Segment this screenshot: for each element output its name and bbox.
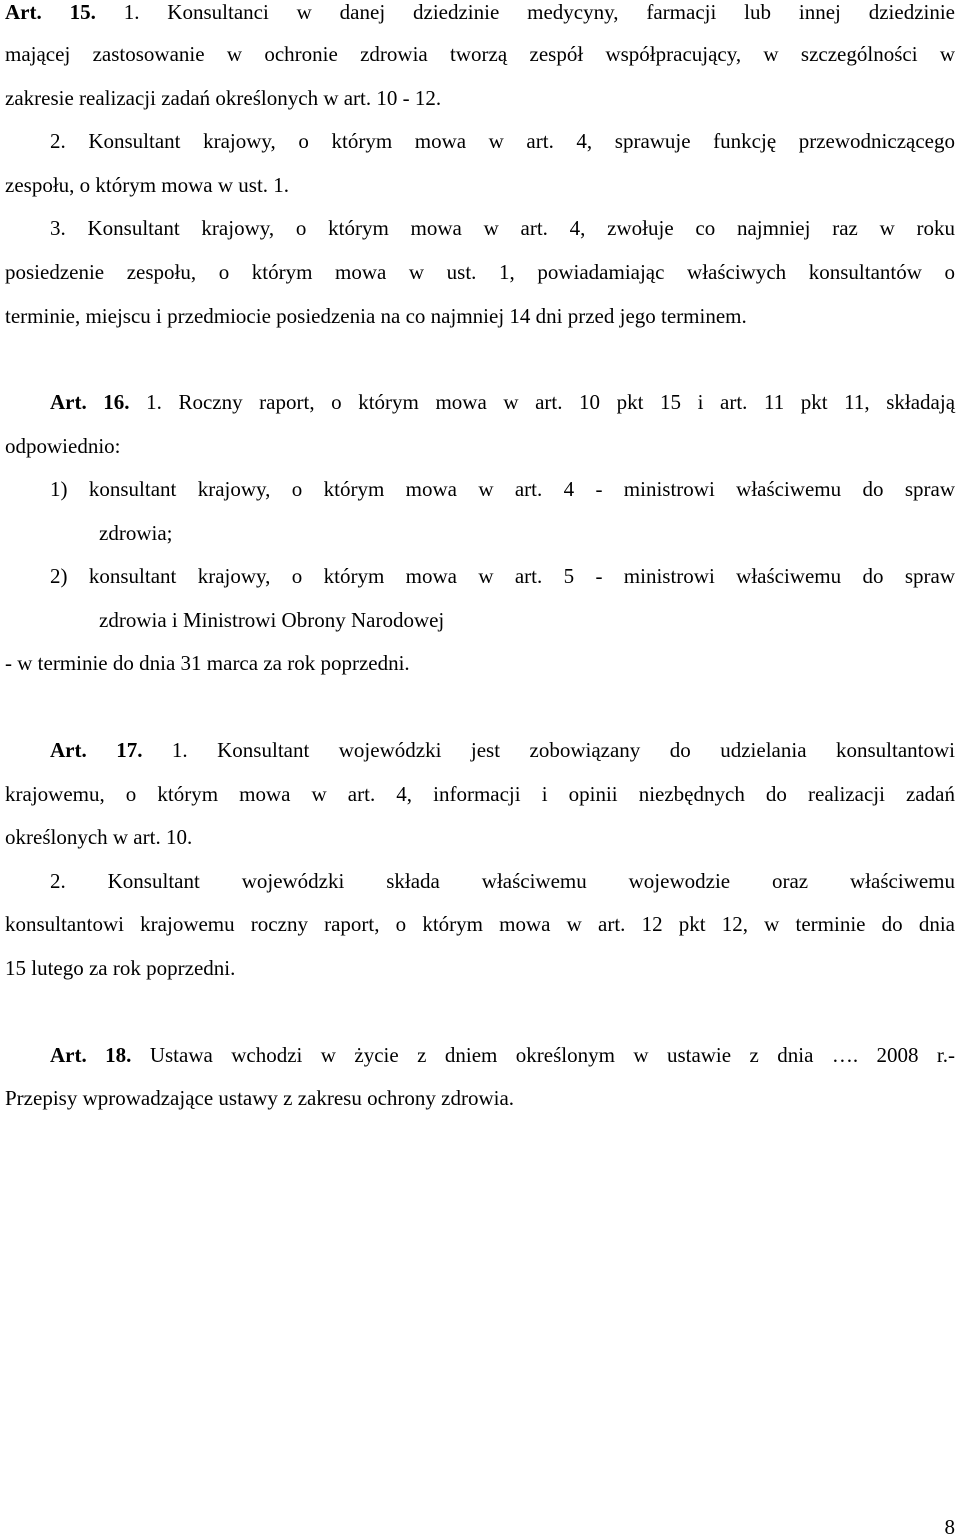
art16-closing: - w terminie do dnia 31 marca za rok poprzedni. [5, 651, 410, 675]
art16-item-1: 1) konsultant krajowy, o którym mowa w art. 4 - ministrowi właściwemu do spraw [50, 477, 955, 501]
art15-line-1 [5, 0, 955, 24]
art18-text: Ustawa wchodzi w życie z dniem określonym w ustawie z dnia …. 2008 r.- [149, 1043, 956, 1067]
page-number: 8 [944, 1515, 955, 1539]
art17-p1-text: 1. Konsultant wojewódzki jest zobowiązany do udzielania konsultantowi [171, 738, 955, 762]
art17-p2-line-2: konsultantowi krajowemu roczny raport, o którym mowa w art. 12 pkt 12, w terminie do dnia [5, 912, 955, 936]
art15-p3-line-2: posiedzenie zespołu, o którym mowa w ust. 1, powiadamiając właściwych konsultantów o [5, 260, 955, 284]
art15-p1-text: 1. Konsultanci w danej dziedzinie medycyny, farmacji lub innej dziedzinie [123, 0, 955, 24]
art17-p2-line-1: 2. Konsultant wojewódzki składa właściwemu wojewodzie oraz właściwemu [50, 869, 955, 893]
art15-p3-line-1: 3. Konsultant krajowy, o którym mowa w art. 4, zwołuje co najmniej raz w roku [50, 216, 955, 240]
art15-p3-line-3: terminie, miejscu i przedmiocie posiedzenia na co najmniej 14 dni przed jego terminem. [5, 304, 747, 328]
art15-p2-line-2: zespołu, o którym mowa w ust. 1. [5, 173, 290, 197]
art16-item-1-cont: zdrowia; [99, 521, 173, 545]
art15-line-3: zakresie realizacji zadań określonych w art. 10 - 12. [5, 86, 442, 110]
art16-item-2-cont: zdrowia i Ministrowi Obrony Narodowej [99, 608, 445, 632]
art16-line-2: odpowiednio: [5, 434, 121, 458]
art16-heading: Art. 16. [50, 390, 130, 414]
art15-p2-line-1: 2. Konsultant krajowy, o którym mowa w art. 4, sprawuje funkcję przewodniczącego [50, 129, 955, 153]
art17-line-3: określonych w art. 10. [5, 825, 193, 849]
art16-line-1 [50, 390, 955, 414]
art16-item-2: 2) konsultant krajowy, o którym mowa w art. 5 - ministrowi właściwemu do spraw [50, 564, 955, 588]
art18-line-2: Przepisy wprowadzające ustawy z zakresu ochrony zdrowia. [5, 1086, 515, 1110]
art15-heading: Art. 15. [5, 0, 96, 24]
art17-heading: Art. 17. [50, 738, 143, 762]
art16-intro-text: 1. Roczny raport, o którym mowa w art. 10 pkt 15 i art. 11 pkt 11, składają [146, 390, 956, 414]
art15-line-2: mającej zastosowanie w ochronie zdrowia tworzą zespół współpracujący, w szczególności w [5, 42, 955, 66]
art18-line-1 [50, 1043, 955, 1067]
art17-line-2: krajowemu, o którym mowa w art. 4, informacji i opinii niezbędnych do realizacji zadań [5, 782, 955, 806]
art18-heading: Art. 18. [50, 1043, 132, 1067]
art17-line-1 [50, 738, 955, 762]
art17-p2-line-3: 15 lutego za rok poprzedni. [5, 956, 236, 980]
